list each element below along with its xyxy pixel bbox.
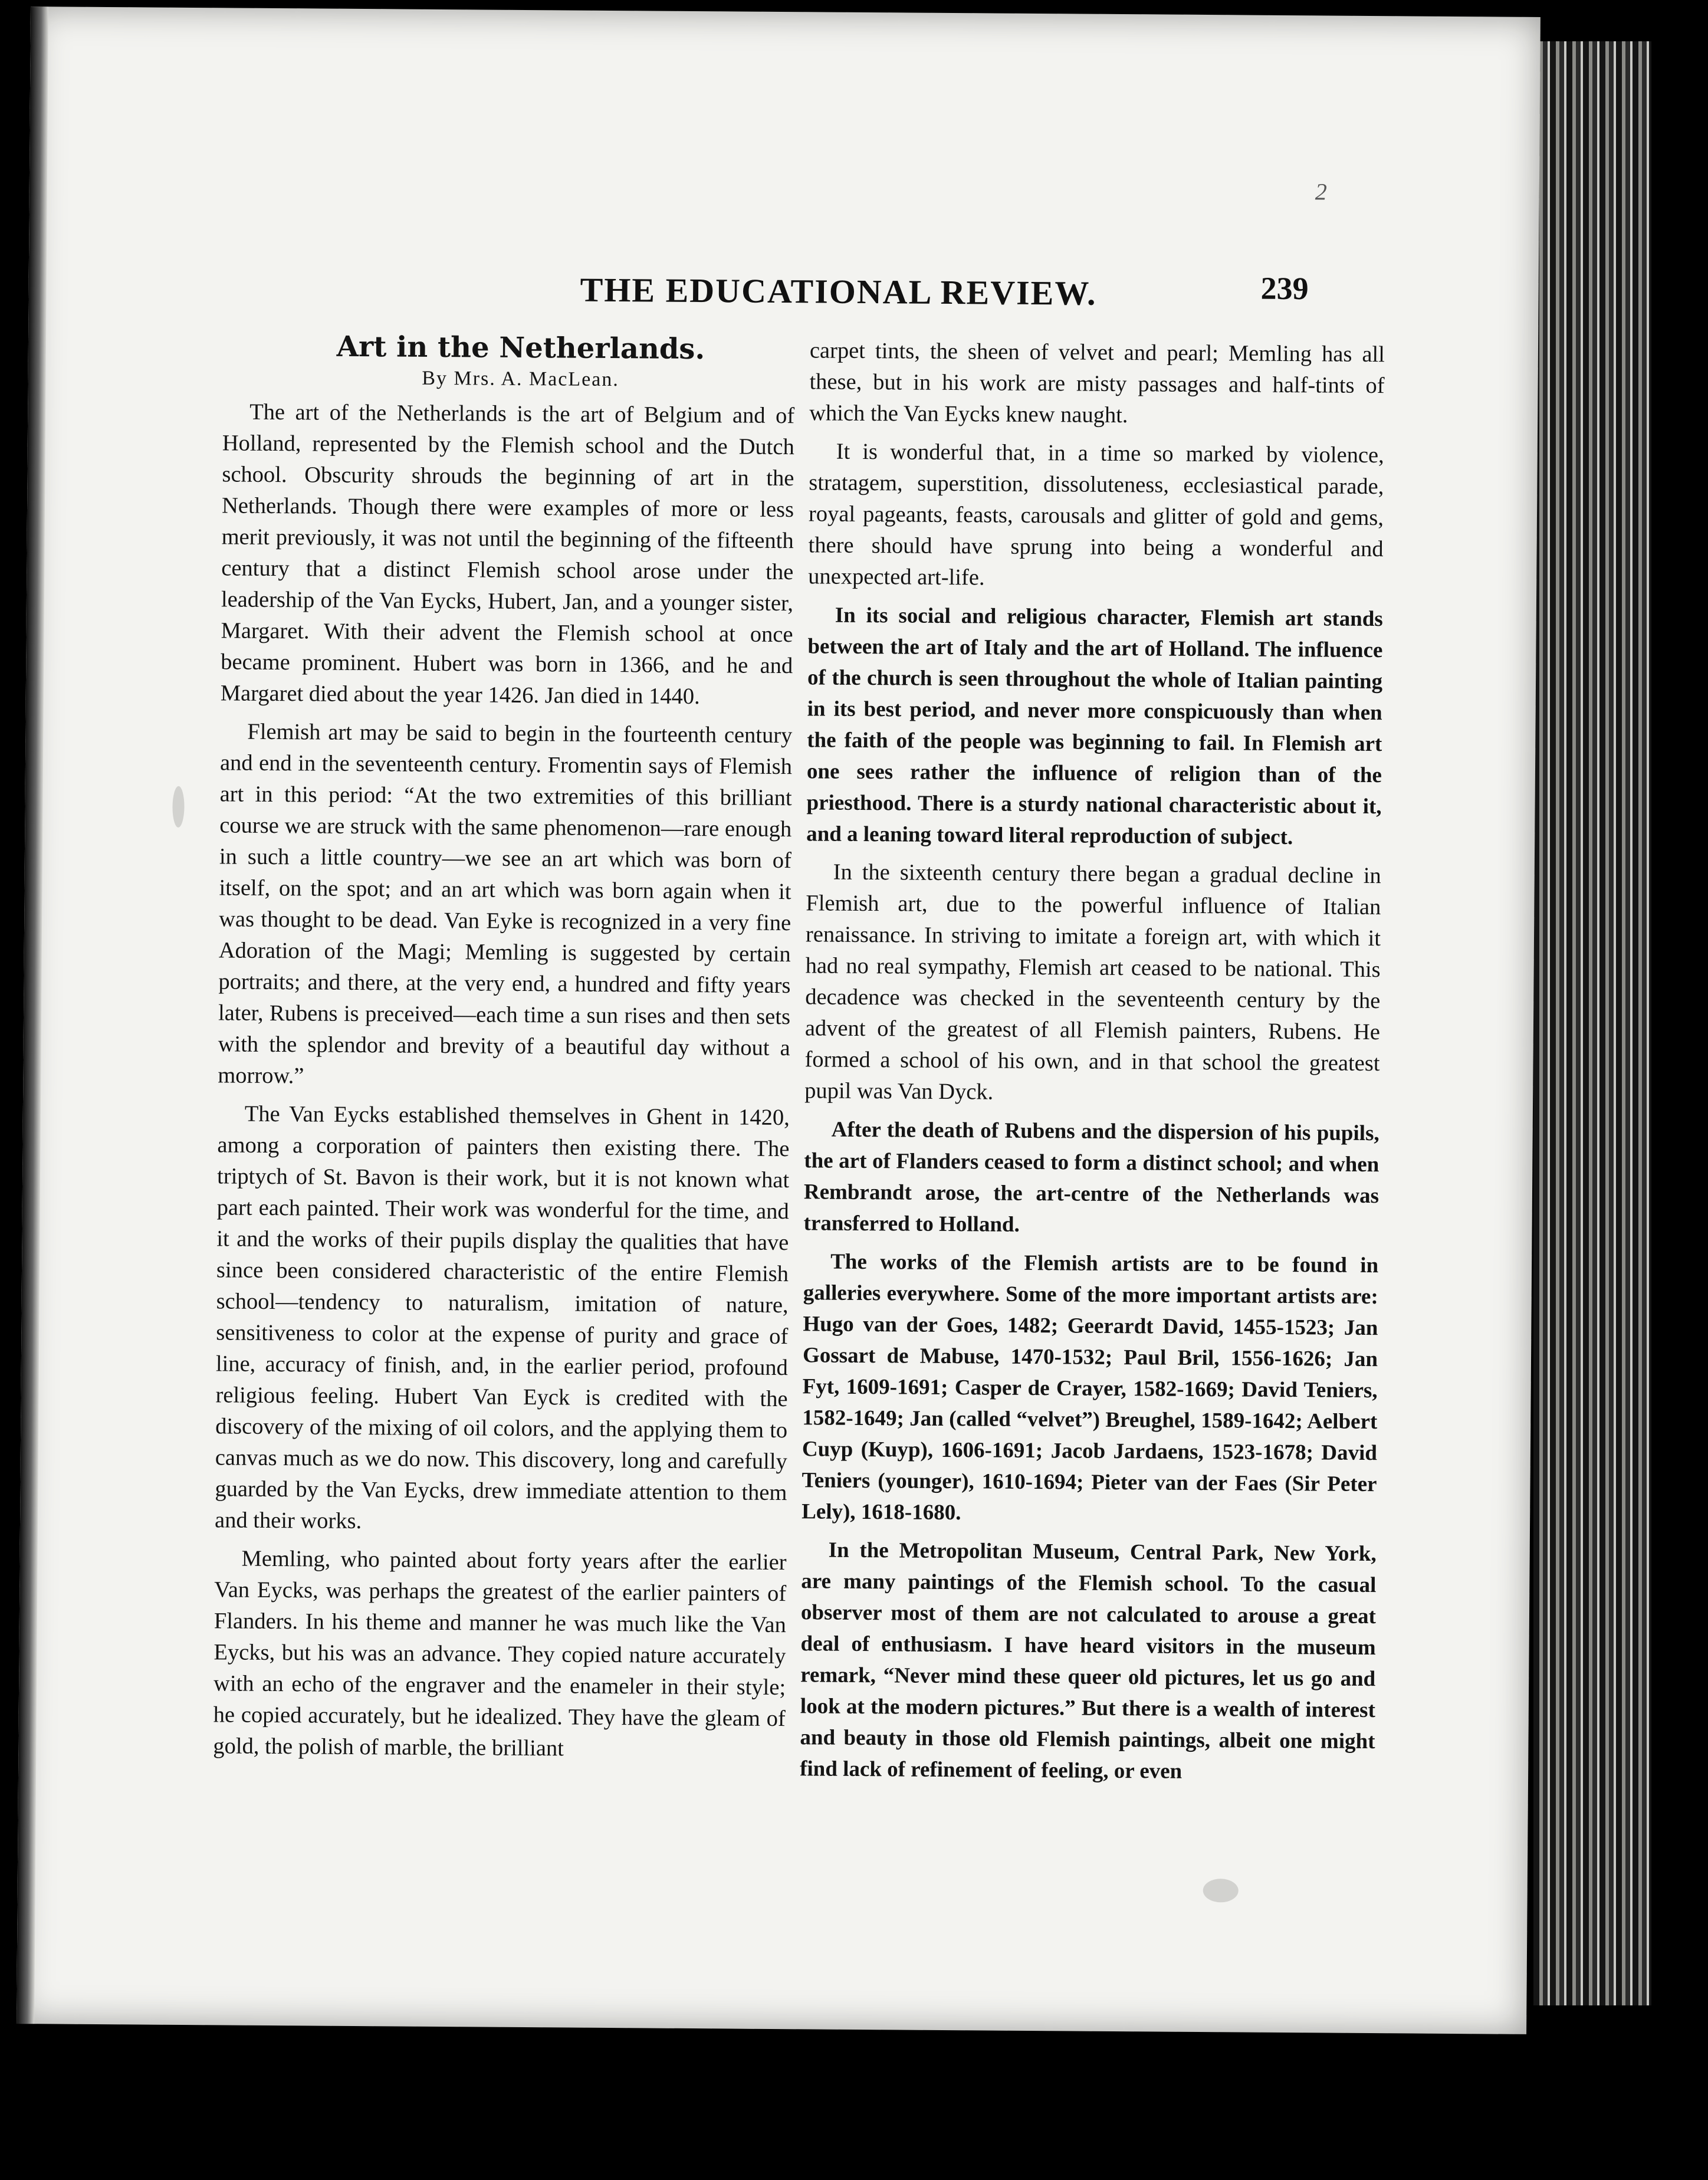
paragraph: The Van Eycks established themselves in Ghent in 1420, among a corporation of painters then existing there. The triptych of St. Bavon is their work, but it is not known what part each painted. Their work was wonderful for the time, and it and the works of their pupils display the qualities that have since been considered characteristic of the entire Flemish school—tendency to naturalism, imitation of nature, sensitiveness to color at the expense of purity and grace of line, accuracy of finish, and, in the earlier period, profound religious feeling. Hubert Van Eyck is credited with the discovery of the mixing of oil colors, and the applying them to canvas much as we do now. This discovery, long and carefully guarded by the Van Eycks, drew immediate attention to them and their works. [214, 1101, 790, 1534]
running-title: THE EDUCATIONAL REVIEW. [580, 270, 1097, 313]
paragraph: Memling, who painted about forty years after the earlier Van Eycks, was perhaps the greatest of the earlier painters of Flanders. In his theme and manner he was much like the Van Eycks, but his was an advance. They copied nature accurately with an echo of the engraver and the enameler in their style; he copied accurately, but he idealized. They have the gleam of gold, the polish of marble, the brilliant [213, 1546, 787, 1761]
ink-smudge [172, 786, 184, 828]
running-head [218, 267, 1309, 313]
left-column [213, 329, 795, 1773]
corner-mark: 2 [1315, 178, 1327, 205]
paragraph: The works of the Flemish artists are to be found in galleries everywhere. Some of the more important artists are: Hugo van der Goes, 1482; Geerardt David, 1455-1523; Jan Gossart de Mabuse, 1470-1532; Paul Bril, 1556-1626; Jan Fyt, 1609-1691; Casper de Crayer, 1582-1669; David Teniers, 1582-1649; Jan (called “velvet”) Breughel, 1589-1642; Aelbert Cuyp (Kuyp), 1606-1691; Jacob Jardaens, 1523-1678; David Teniers (younger), 1610-1694; Pieter van der Faes (Sir Peter Lely), 1618-1680. [802, 1249, 1379, 1525]
scanned-page [17, 6, 1541, 2034]
paragraph: Flemish art may be said to begin in the fourteenth century and end in the seventeenth century. Fromentin says of Flemish art in this period: “At the two extremities of this brilliant course we are struck with the same phenomenon—rare enough in such a little country—we see an art which was born of itself, on the spot; and an art which was born again when it was thought to be dead. Van Eyke is recognized in a very fine Adoration of the Magi; Memling is suggested by certain portraits; and there, at the very end, a hundred and fifty years later, Rubens is preceived—each time a sun rises and then sets with the splendor and brevity of a beautiful day without a morrow.” [218, 719, 793, 1089]
paragraph: The art of the Netherlands is the art of Belgium and of Holland, represented by the Flemish school and the Dutch school. Obscurity shrouds the beginning of art in the Netherlands. Though there were examples of more or less merit previously, it was not until the beginning of the fifteenth century that a distinct Flemish school arose under the leadership of the Van Eycks, Hubert, Jan, and a younger sister, Margaret. With their advent the Flemish school at once became prominent. Hubert was born in 1366, and he and Margaret died about the year 1426. Jan died in 1440. [220, 399, 795, 710]
paragraph: In the sixteenth century there began a gradual decline in Flemish art, due to the powerful influence of Italian renaissance. In striving to imitate a foreign art, with which it had no real sympathy, Flemish art ceased to be national. This decadence was checked in the seventeenth century by the advent of the greatest of all Flemish painters, Rubens. He formed a school of his own, and in that school the greatest pupil was Van Dyck. [804, 859, 1381, 1105]
paragraph: After the death of Rubens and the dispersion of his pupils, the art of Flanders ceased to form a distinct school; and when Rembrandt arose, the art-centre of the Netherlands was transferred to Holland. [803, 1117, 1379, 1237]
article-byline: By Mrs. A. MacLean. [422, 367, 619, 391]
right-column [800, 335, 1385, 1795]
article-title: Art in the Netherlands. [336, 330, 705, 366]
page-number: 239 [1260, 270, 1309, 307]
ink-smudge [1203, 1879, 1239, 1902]
book-spine-edge [1533, 41, 1651, 2005]
paragraph: It is wonderful that, in a time so marked by violence, stratagem, superstition, dissoluteness, ecclesiastical parade, royal pageants, feasts, carousals and glitter of gold and gems, there should have sprung into being a wonderful and unexpected art-life. [808, 439, 1384, 590]
paragraph: In the Metropolitan Museum, Central Park, New York, are many paintings of the Flemish school. To the casual observer most of them are not calculated to arouse a great deal of enthusiasm. I have heard visitors in the museum remark, “Never mind these queer old pictures, let us go and look at the modern pictures.” But there is a wealth of interest and beauty in those old Flemish paintings, albeit one might find lack of refinement of feeling, or even [800, 1538, 1377, 1784]
paragraph: carpet tints, the sheen of velvet and pearl; Memling has all these, but in his work are misty passages and half-tints of which the Van Eycks knew naught. [809, 338, 1385, 428]
page-gutter-shadow [17, 6, 48, 2024]
paragraph: In its social and religious character, Flemish art stands between the art of Italy and the art of Holland. The influence of the church is seen throughout the whole of Italian painting in its best period, and never more conspicuously than when the faith of the people was beginning to fail. In Flemish art one sees rather the influence of religion than of the priesthood. There is a sturdy national characteristic about it, and a leaning toward literal reproduction of subject. [806, 603, 1383, 850]
